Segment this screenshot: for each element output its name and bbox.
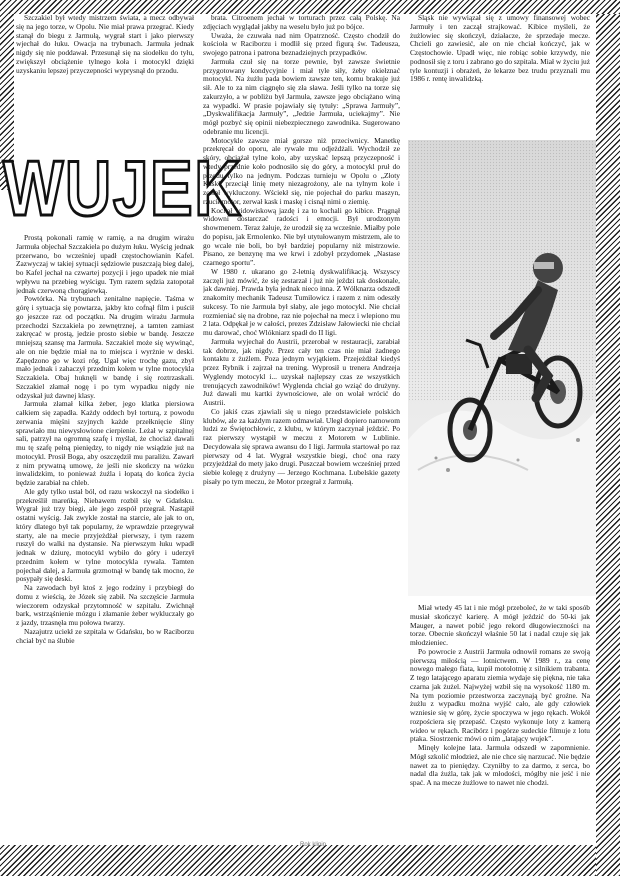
- cut-footer-text: Rok klipin: [300, 842, 327, 848]
- paragraph: Powtórka. Na trybunach zenitalne napięcie. Taśma w górę i sytuacja się powtarza, jakby kto cofnął film i puścił go jeszcze raz od początku. Na drugim wirażu Jarmuła przechodzi Szczakiela po zewnętrznej, a tamten zamiast zakręcać w prostą, jedzie prosto siebie w bandę. Jeszcze mniejszą szansę ma Jarmuła. Szczakiel może się wywinąć, ale on nie będzie miał na to miejsca i wyrżnie w deski. Zapędzono go w kozi róg. Ugał więc trochę gazu, zbył mało jednak i zahaczył przednim kołem w tylne motocykla Szczakiela. Obaj huknęli w bandę i się roztrzaskali. Szczakiel złamał nogę i po tym wypadku nigdy nie odzyskał już dawnej klasy.: [16, 294, 194, 400]
- paragraph: Jarmuła wyjechał do Austrii, przerobał w restauracji, zarabiał tak dobrze, jak nigdy. Przez cały ten czas nie miał żadnego kontaktu z żużlem. Poza jednym wyjątkiem. Przejeżdżał kiedyś przez Rybnik i zajrzał na trening. Wyprosił u trenera Andrzeja Wyglendy motocykl i... uzyskał najlepszy czas ze wszystkich trenujących zawodników! Wyglenda chciał go wziąć do drużyny. Już dawali mu kartki żywnościowe, ale on wolał wrócić do Austrii.: [203, 336, 400, 407]
- paragraph: Nazajutrz uciekł ze szpitala w Gdańsku, bo w Raciborzu chciał być na ślubie: [16, 626, 194, 645]
- paragraph: Kochał widowiskową jazdę i za to kochali go kibice. Prągnął widowni dostarczać radości i emocji. Był urodzonym showmenem. Teraz żałuje, że urodził się za wcześnie. Miałby pole do popisu, jak Ermolenko. Nie był utytułowanym mistrzem, ale to go wcale nie boli, bo był bardziej popularny niż mistrzowie. Pisano, ze benzynę ma we krwi i zdobył przydomek „Nastase czarnego sportu”.: [203, 205, 400, 267]
- paragraph: Jarmuła czuł się na torze pewnie, był zawsze świetnie przygotowany kondycyjnie i miał tyle siły, żeby okiełznać motocykl. Na żużlu pada bowiem zawsze ten, komu brakuje już sił. Ale to za nim ciągnęło się zła sława. Jeśli tylko na torze się zakurzyło, a w pobliżu był Jarmuła, zawsze jego obciążano winą za wypadki. W prasie pojawiały się tytuły: „Sprawa Jarmuły”, „Dyskwalifikacja Jarmuły”, „Jedzie Jarmuła, uciekajmy”. Nie mógł pozbyć się opinii niebezpiecznego zawodnika. Sugerowano odebranie mu licencji.: [203, 56, 400, 136]
- paragraph: Miał wtedy 45 lat i nie mógł przeboleć, że w taki sposób musiał skończyć karierę. A mógł jeździć do 50-ki jak Mauger, a nawet pobić jego rekord długowieczności na torze. Obecnie skończył właśnie 50 lat i nadal czuje się jak młodzieniec.: [410, 604, 590, 647]
- hatched-border-bottom: [0, 845, 596, 876]
- paragraph: Jarmuła złamał kilka żeber, jego klatka piersiowa całkiem się zapadła. Każdy oddech był torturą, z powodu zerwania mięśni szyjnych każde przełknięcie śliny sprawiało mu niewysłowione cierpienie. Leżał w szpitalnej sali, patrzył na ogromną szafę i myślał, że chociaż dawali mu tę szafę pełną pieniędzy, to nigdy nie wsiądzie już na motocykl. Prosił Boga, aby oszczędził mu paraliżu. Zawarł z nim prywatną umowę, że jeśli nie skończy na wózku inwalidzkim, to ponieważ żużla i łopatą do końca życia będzie zarabiał na chleb.: [16, 399, 194, 487]
- paragraph: Na zawodach był ktoś z jego rodziny i przybiegł do domu z wieścią, że Józek się zabił. Na szczęście Jarmuła wieczorem odzyskał przytomność w szpitalu. Zwichnął bark, wstrząśnienie mózgu i złamanie żeber wykluczały go z jazdy, trzasnęła mu połowa twarzy.: [16, 583, 194, 627]
- hatched-border-right: [596, 14, 620, 876]
- paragraph: Motocykle zawsze miał gorsze niż przeciwnicy. Manetkę przekręcał do oporu, ale rywale mu odjeżdżali. Wychodził ze skóry, obciążał tylne koło, aby uzyskać lepszą przyczepność i wtedy przednie koło podnosiło się do góry, a motocykl pruł do przodu tylko na jednym. Podczas turnieju w Opolu o „Złoty Kask” przeciął linię mety niezagrożony, ale na tylnym kole i został wykluczony. Wściekł się, nie pojechał do parku maszyn, rzucił motor, zerwał kask i maskę i cisnął nimi o ziemię.: [203, 135, 400, 206]
- paragraph: Ale gdy tylko ustał ból, od razu wskoczył na siodełko i przekreślił mareńką. Niebawem rozbił się w Gdańsku. Wygrał już trzy biegi, ale jego zespół przegrał. Nastąpił ostatni wyścig. Jak zwykle został na starcie, ale jak to on, który dlatego był tak popularny, że wprawdzie przegrywał starty, ale na mecie przyjeżdżał pierwszy, i tym razem ruszył do walki na dystansie. Na pierwszym łuku wpadł jednak w dziurę, motocykl wybiło do góry i uderzył przednim kołem w tylne motocykla rywala. Tamten pojechał dalej, a Jarmuła grzmotnął w bandę tak mocno, że posypały się deski.: [16, 486, 194, 584]
- paragraph: Śląsk nie wywiązał się z umowy finansowej wobec Jarmuły i ten zaczął strajkować. Kibice myśleli, że żużlowiec się skończył, działacze, że sprzedaje mecze. Chcieli go zawiesić, ale on nie chciał kończyć, jak w Częstochowie. Upadł więc, nie robiąc sobie krzywdy, nie podnosił się z toru i zabrano go do szpitala. Miał w życiu już tyle kontuzji i obrażeń, że lekarze bez trudu przyznali mu 1986 r. rentę inwalidzką.: [410, 14, 590, 84]
- column-3-bottom: [410, 604, 590, 840]
- column-1-bottom: [16, 234, 194, 844]
- speedway-rider-photo: [408, 140, 596, 596]
- hatched-border-top: [0, 0, 620, 14]
- paragraph: brata. Citroenem jechał w torturach przez całą Polskę. Na zdjęciach wyglądał jakby na weselu było już po bójce.: [203, 14, 400, 31]
- paragraph: Co jakiś czas zjawiali się u niego przedstawiciele polskich klubów, ale za każdym razem odmawiał. Uległ dopiero namowom ludzi ze Świętochłowic, z klubu, w którym zaczynał jeździć. Po raz pierwszy wystąpił w meczu z Motorem w Lublinie. Decydowała się sprawa awansu do I ligi. Jarmuła startował po raz pierwszy od 4 lat. Wygrał wszystkie biegi, choć ona razy przyjeżdżał do mety jako drugi. Puszczał bowiem wcześniej przed siebie kolegę z drużyny — Jerzego Kochmana. Lubelskie gazety pisały po tym meczu, że Motor przegrał z Jarmułą.: [203, 406, 400, 486]
- column-2: [203, 14, 400, 840]
- paragraph: Prostą pokonali ramię w ramię, a na drugim wirażu Jarmuła objechał Szczakiela po dużym łuku. Wyścig jednak przerwano, bo wcześniej upadł częstochowianin Kafel. Zazwyczaj w takiej sytuacji sędziowie puszczają bieg dalej, bo Kafel jechał na czwartej pozycji i jego upadek nie miał wpływu na przebieg wyścigu. Tym razem sędzia zatopotał jednak czerwoną chorągiewką.: [16, 234, 194, 295]
- paragraph: Szczakiel był wtedy mistrzem świata, a mecz odbywał się na jego torze, w Opolu. Nie miał prawa przegrać. Kiedy stanął do biegu z Jarmułą, wygrał start i jako pierwszy wjechał do łuku. Owacja na trybunach. Jarmuła jednak nigdy się nie poddawał. Przesunął się na siodełku do tyłu, zwiększył obciążenie tylnego koła i motocykl dzięki uzyskaniu lepszej przyczepności wyprysnął do przodu.: [16, 14, 194, 75]
- column-3-top: [410, 14, 590, 138]
- paragraph: Po powrocie z Austrii Jarmuła odnowił romans ze swoją pierwszą miłością — lotnictwem. W 1989 r., za cenę nowego małego fiata, kupił motolotnię z silnikiem trabanta. Z tego latającego aparatu ziemia wydaje się piękna, nie taka czarna jak żużel. Najwyżej wzbił się na wysokość 1180 m. Na tym poziomie przestworza zaczynają być groźne. Na żużlu z wypadku można wyjść cało, ale gdy człowiek wzniesie się w górę, życie spoczywa w jego rękach. Wokół rozpościera się przepaść. Często wykonuje loty z kamerą wideo w rękach. Racibórz i pogórze sudeckie filmuje z lotu ptaka. Siostrzenic mówi o nim „latający wujek”.: [410, 646, 590, 744]
- paragraph: W 1980 r. ukarano go 2-letnią dyskwalifikacją. Wszyscy zaczęli już mówić, że się zestarzał i już nie jeździ tak doskonale, jak dawniej. Prawda była jednak nieco inna. Z Wólknarza odszedł znakomity mechanik Tadeusz Tumilowicz i razem z nim odeszły sukcesy. To nie Jarmuła był słaby, ale jego motocykl. Nie chciał rozmieniać się na drobne, raz nie pojechał na mecz i wlepiono mu 2 lata. Odpękał je w całości, prezes Zdzisław Jałowiecki nie chciał mu darować, choć Wlókniarz spadł do II ligi.: [203, 266, 400, 337]
- article-title: WUJEK: [3, 144, 243, 232]
- paragraph: Minęły kolejne lata. Jarmuła odszedł w zapomnienie. Mógł szkolić młodzież, ale nie chce się narzucać. Nie będzie nawet za to pieniędzy. Czyniłby to za darmo, z serca, bo nadal dla żużla, tak jak w młodości, mógłby nie jeść i nie spać. A na mecze żużlowe to nawet nie chodzi.: [410, 743, 590, 787]
- paragraph: Uważa, że czuwała nad nim Opatrzność. Często chodził do kościoła w Raciborzu i modlił się przed figurą św. Tadeusza, swojego patrona i patrona beznadziejnych przypadków.: [203, 30, 400, 57]
